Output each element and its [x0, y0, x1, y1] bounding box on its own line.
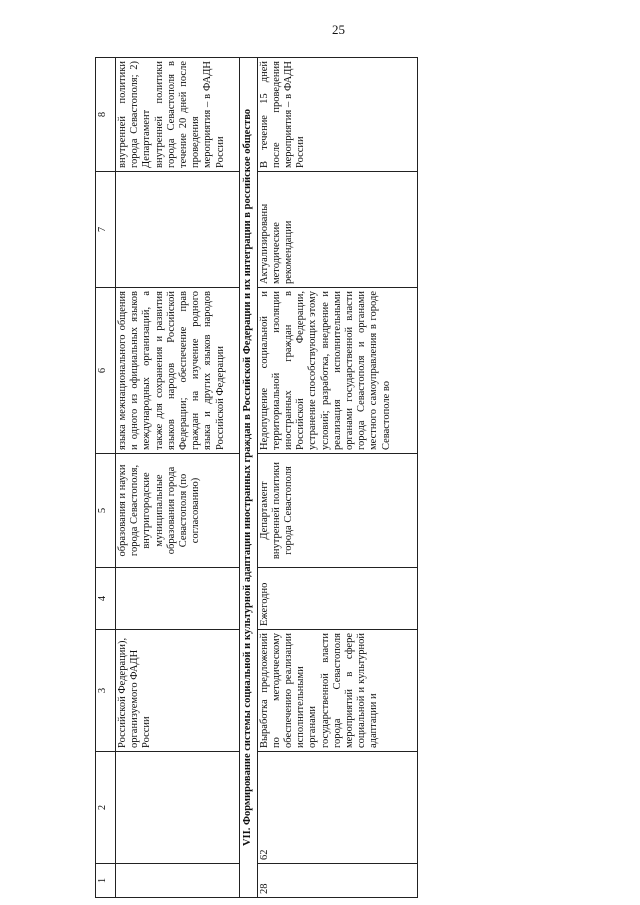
header-cell: 1: [96, 864, 116, 898]
cell-deadline: [116, 568, 240, 630]
cell-result: [116, 172, 240, 288]
cell-item: 62: [257, 752, 417, 864]
section-heading: VII. Формирование системы социальной и культурной адаптации иностранных граждан в Российской Федерации и их интеграции в российское общество: [240, 58, 258, 898]
header-cell: 3: [96, 630, 116, 752]
cell-executor: Департамент внутренней политики города Севастополя: [257, 454, 417, 568]
cell-measure: Выработка предложений по методическому обеспечению реализации исполнительными органами государственной власти города Севастополя мероприятий в сфере социальной и культурной адаптации и: [257, 630, 417, 752]
cell-deadline: Ежегодно: [257, 568, 417, 630]
continued-row: [116, 58, 240, 898]
rotated-table-container: [95, 58, 440, 898]
section-row: [240, 58, 258, 898]
cell-item: [116, 752, 240, 864]
header-row: [96, 58, 116, 898]
cell-number: 28: [257, 864, 417, 898]
header-cell: 6: [96, 288, 116, 454]
header-cell: 7: [96, 172, 116, 288]
cell-report: В течение 15 дней после проведения мероприятия – в ФАДН России: [257, 58, 417, 172]
cell-result: Актуализированы методические рекомендации: [257, 172, 417, 288]
cell-number: [116, 864, 240, 898]
header-cell: 5: [96, 454, 116, 568]
cell-executor: образования и науки города Севастополя, внутригородские муниципальные образования города Севастополя (по согласованию): [116, 454, 240, 568]
page-number: 25: [332, 22, 345, 37]
table-row: [257, 58, 417, 898]
cell-goal: языка межнационального общения и одного из официальных языков международных организаций, а также для сохранения и развития языков народов Российской Федерации; обеспечение прав граждан на изучение родного языка и других языков народов Российской Федерации: [116, 288, 240, 454]
cell-measure: Российской Федерации), организуемого ФАДН России: [116, 630, 240, 752]
header-cell: 2: [96, 752, 116, 864]
cell-report: внутренней политики города Севастополя; 2) Департамент внутренней политики города Севастополя в течение 20 дней после проведения мероприятия – в ФАДН России: [116, 58, 240, 172]
header-cell: 8: [96, 58, 116, 172]
cell-goal: Недопущение социальной и территориальной изоляции иностранных граждан в Российской Федерации, устранение способствующих этому условий; разработка, внедрение и реализация исполнительными органами государственной власти города Севастополя и органами местного самоуправления в городе Севастополе во: [257, 288, 417, 454]
plan-table: [95, 57, 418, 898]
header-cell: 4: [96, 568, 116, 630]
